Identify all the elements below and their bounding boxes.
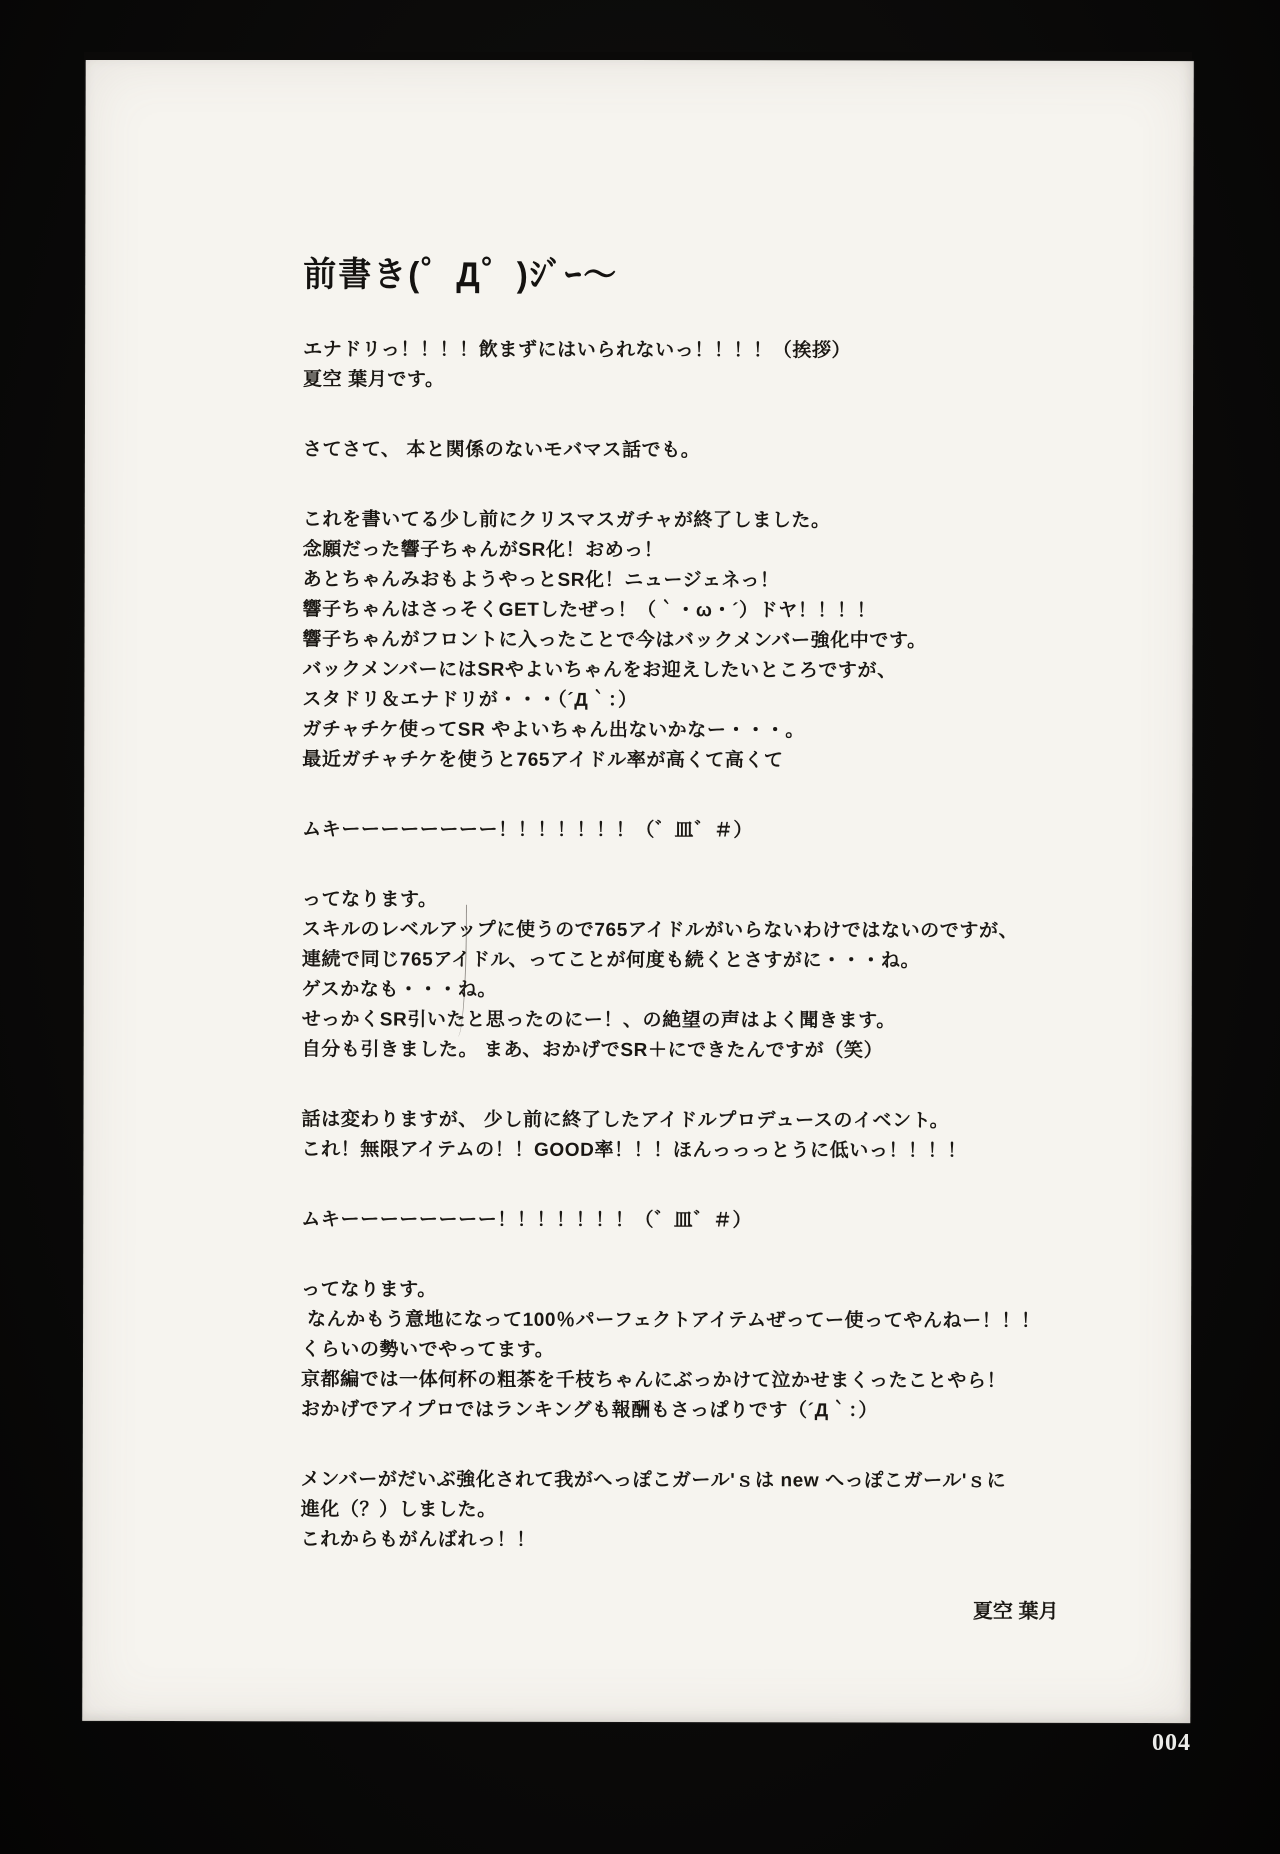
text-line: ガチャチケ使ってSR やよいちゃん出ないかなー・・・。 — [302, 719, 805, 742]
text-line: エナドリっ！！！！飲まずにはいられないっ！！！！（挨拶） — [303, 339, 852, 362]
text-line: ってなります。 — [301, 889, 438, 911]
text-line: ムキーーーーーーーー！！！！！！！（゛皿゛＃） — [301, 1209, 753, 1232]
text-line: 自分も引きました。 まあ、おかげでSR＋にできたんですが（笑） — [301, 1039, 884, 1062]
text-line: ゲスかなも・・・ね。 — [301, 979, 498, 1001]
paragraph-intro — [303, 435, 1133, 467]
text-line: おかげでアイプロではランキングも報酬もさっぱりです（´Д｀：） — [300, 1399, 879, 1422]
text-line: くらいの勢いでやってます。 — [301, 1339, 555, 1361]
text-line: 連続で同じ765アイドル、ってことが何度も続くとさすがに・・・ね。 — [301, 949, 921, 972]
text-line: 響子ちゃんがフロントに入ったことで今はバックメンバー強化中です。 — [302, 629, 927, 652]
text-line: メンバーがだいぶ強化されて我がへっぽこガール'ｓは new へっぽこガール'ｓに — [300, 1469, 1007, 1492]
text-line: 京都編では一体何杯の粗茶を千枝ちゃんにぶっかけて泣かせまくったことやら！ — [300, 1369, 1007, 1392]
paragraph-skill — [302, 885, 1132, 1067]
text-line: バックメンバーにはSRやよいちゃんをお迎えしたいところですが、 — [302, 659, 897, 682]
text-line: なんかもう意地になって100％パーフェクトアイテムぜってー使ってやんねー！！！ — [301, 1309, 1041, 1332]
text-line: ムキーーーーーーーー！！！！！！！（゛皿゛＃） — [302, 819, 753, 842]
text-line: ってなります。 — [301, 1279, 437, 1301]
paragraph-closing — [301, 1465, 1131, 1557]
page-content — [300, 251, 1133, 1627]
text-line: これ！無限アイテムの！！GOOD率！！！ほんっっっとうに低いっ！！！！ — [301, 1139, 967, 1162]
text-line: 進化（？）しました。 — [300, 1499, 497, 1521]
document-page — [82, 59, 1193, 1723]
text-line: あとちゃんみおもようやっとSR化！ニュージェネっ！ — [302, 569, 780, 592]
text-line: スキルのレベルアップに使うので765アイドルがいらないわけではないのですが、 — [301, 919, 1019, 942]
paragraph-idolpro — [301, 1275, 1131, 1427]
text-line: さてさて、 本と関係のないモバマス話でも。 — [302, 439, 701, 462]
page-top-edge-shadow — [84, 52, 1192, 60]
text-line: 話は変わりますが、 少し前に終了したアイドルプロデュースのイベント。 — [301, 1109, 950, 1132]
paragraph-rage-1 — [302, 815, 1132, 847]
page-number: 004 — [1152, 1730, 1191, 1756]
text-line: これからもがんばれっ！！ — [300, 1529, 536, 1551]
paragraph-gacha — [302, 505, 1133, 777]
text-line: 最近ガチャチケを使うと765アイドル率が高くて高くて — [302, 749, 784, 772]
text-line: 夏空 葉月です。 — [303, 369, 445, 391]
text-line: せっかくSR引いたと思ったのにー！、の絶望の声はよく聞きます。 — [301, 1009, 896, 1032]
author-signature: 夏空 葉月 — [972, 1600, 1059, 1623]
paragraph-rage-2 — [301, 1205, 1131, 1237]
text-line: 念願だった響子ちゃんがSR化！おめっ！ — [302, 539, 664, 562]
page-title: 前書き(゜Д゜)ｼﾞｰ～ — [303, 254, 619, 294]
text-line: これを書いてる少し前にクリスマスガチャが終了しました。 — [302, 509, 831, 532]
paragraph-event — [301, 1105, 1131, 1167]
paragraph-greeting — [303, 335, 1133, 397]
text-line: 響子ちゃんはさっそくGETしたぜっ！（｀・ω・´）ドヤ！！！！ — [302, 599, 877, 622]
text-line: スタドリ＆エナドリが・・・（´Д｀：） — [302, 689, 638, 711]
